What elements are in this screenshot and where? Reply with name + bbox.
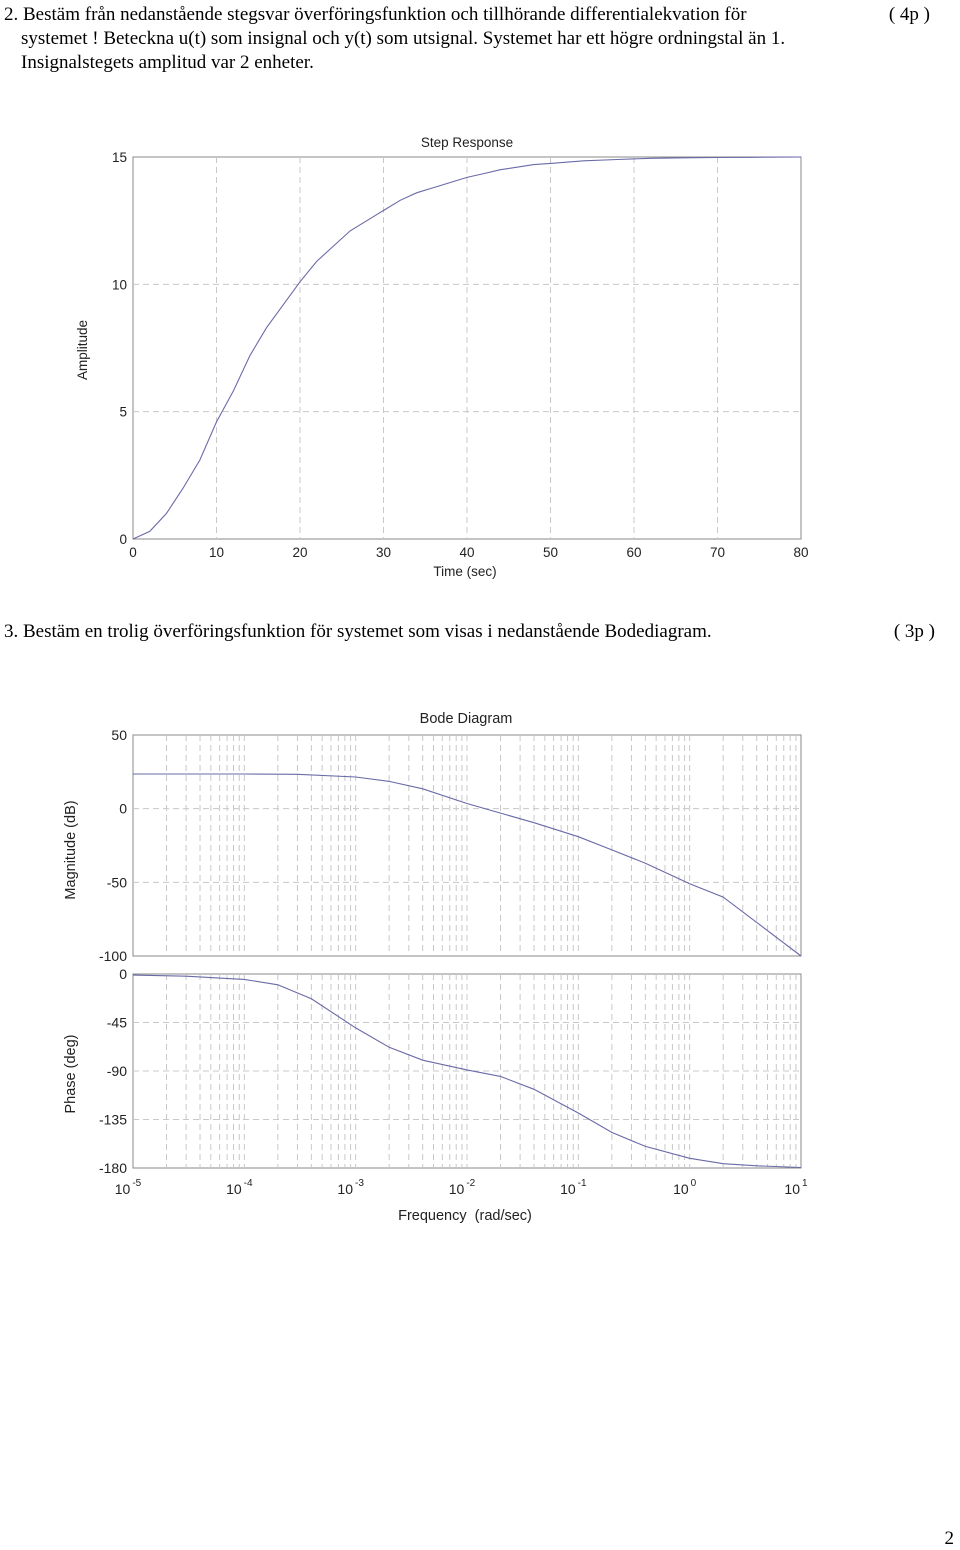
step-chart-title: Step Response — [420, 135, 514, 150]
step-x-axis-label: Time (sec) — [433, 564, 497, 579]
step-x-tick-label: 80 — [793, 545, 809, 560]
step-x-tick-label: 70 — [709, 545, 726, 560]
page-number: 2 — [944, 1528, 954, 1549]
bode-x-axis-label: Frequency (rad/sec) — [398, 1208, 532, 1224]
step-x-tick-label: 30 — [375, 545, 392, 560]
bode-diagram-chart — [0, 700, 960, 1230]
step-y-tick-label: 0 — [119, 532, 127, 547]
bode-x-tick-label: 10 $^{-2}$ — [448, 1178, 476, 1197]
bode-magnitude-y-tick-label: -100 — [98, 948, 127, 964]
step-x-tick-label: 50 — [542, 545, 559, 560]
step-response-chart — [0, 120, 960, 590]
bode-magnitude-y-label: Magnitude (dB) — [63, 800, 79, 900]
question3-text: 3. Bestäm en trolig överföringsfunktion för systemet som visas i nedanstående Bodediagram. — [4, 621, 712, 642]
step-y-axis-label: Amplitude — [75, 319, 90, 381]
bode-phase-y-tick-label: -135 — [98, 1111, 127, 1128]
bode-phase-y-tick-label: -90 — [106, 1063, 127, 1079]
step-x-tick-label: 40 — [459, 545, 475, 560]
step-y-tick-label: 10 — [111, 277, 127, 293]
question3-points: ( 3p ) — [893, 621, 935, 642]
bode-chart-title: Bode Diagram — [419, 711, 513, 727]
step-x-tick-label: 60 — [626, 545, 642, 560]
bode-phase-y-tick-label: -45 — [106, 1014, 127, 1031]
step-x-tick-label: 20 — [292, 545, 308, 560]
bode-magnitude-y-tick-label: -50 — [106, 874, 127, 891]
bode-phase-y-tick-label: -180 — [98, 1160, 127, 1176]
bode-phase-y-label: Phase (deg) — [63, 1034, 79, 1114]
bode-x-tick-label: 10 $^{-1}$ — [560, 1178, 587, 1197]
question2-line2: systemet ! Beteckna u(t) som insignal och y(t) som utsignal. Systemet har ett högre ordningstal än 1. — [21, 28, 786, 49]
question2-line1: 2. Bestäm från nedanstående stegsvar överföringsfunktion och tillhörande differentialekvation för — [4, 4, 747, 25]
step-x-tick-label: 0 — [129, 545, 137, 560]
bode-x-tick-label: 10 $^{-5}$ — [114, 1178, 142, 1197]
bode-x-tick-label: 10 $^0$ — [673, 1178, 697, 1197]
bode-x-tick-label: 10 $^{-3}$ — [337, 1178, 364, 1197]
step-y-tick-label: 15 — [111, 150, 127, 165]
bode-x-tick-label: 10 $^{-4}$ — [226, 1178, 253, 1197]
question2-points: ( 4p ) — [888, 4, 930, 25]
bode-magnitude-y-tick-label: 0 — [119, 800, 127, 817]
bode-x-tick-label: 10 $^1$ — [784, 1178, 808, 1197]
question2-line3: Insignalstegets amplitud var 2 enheter. — [21, 52, 314, 73]
step-y-tick-label: 5 — [119, 404, 127, 420]
bode-magnitude-y-tick-label: 50 — [111, 727, 127, 743]
step-x-tick-label: 10 — [208, 545, 225, 560]
bode-phase-y-tick-label: 0 — [119, 966, 127, 982]
